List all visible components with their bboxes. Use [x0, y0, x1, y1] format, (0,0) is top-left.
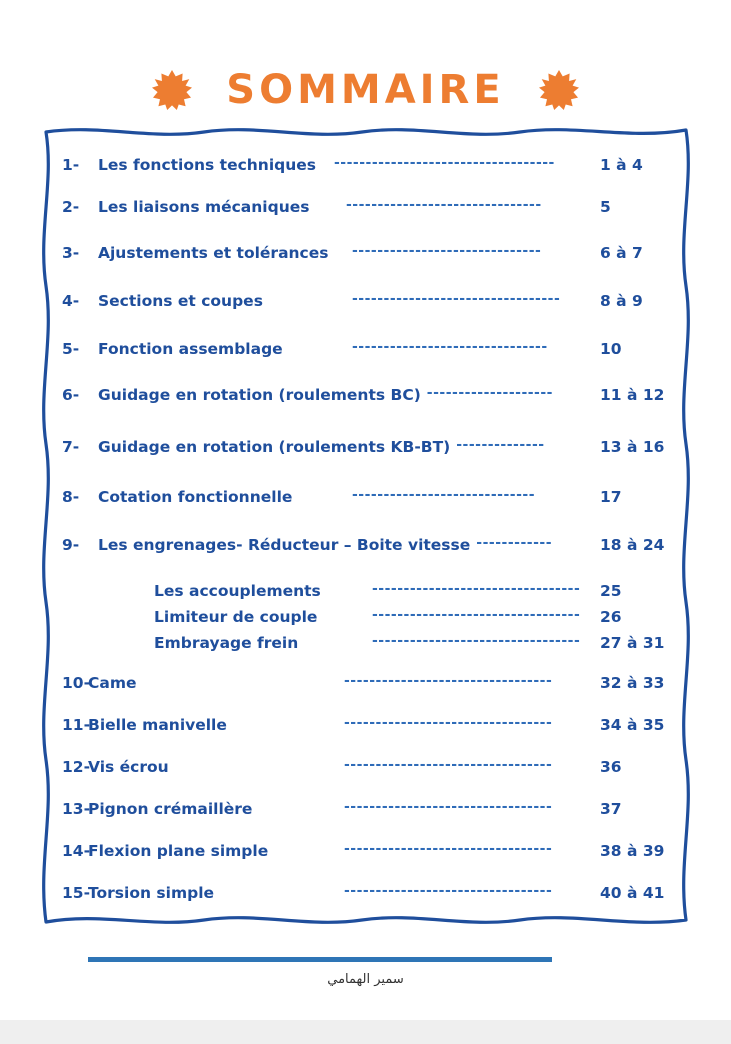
toc-entry[interactable] — [54, 634, 678, 652]
toc-entry[interactable] — [54, 244, 678, 262]
toc-entry-label: Guidage en rotation (roulements KB-BT) — [98, 438, 451, 456]
toc-entry-number: 6- — [62, 386, 80, 404]
toc-entry-label: Guidage en rotation (roulements BC) — [98, 386, 421, 404]
toc-entry-label: Ajustements et tolérances — [98, 244, 329, 262]
toc-entry[interactable] — [54, 292, 678, 310]
toc-entry-number: 3- — [62, 244, 80, 262]
toc-entry[interactable] — [54, 438, 678, 456]
toc-entry-number: 5- — [62, 340, 80, 358]
toc-entry-pages: 10 — [600, 340, 622, 358]
toc-entry[interactable] — [54, 842, 678, 860]
toc-entry-pages: 38 à 39 — [600, 842, 665, 860]
toc-entry[interactable] — [54, 340, 678, 358]
toc-entry-pages: 1 à 4 — [600, 156, 643, 174]
toc-entry-pages: 11 à 12 — [600, 386, 665, 404]
toc-entry[interactable] — [54, 386, 678, 404]
toc-entry[interactable] — [54, 674, 678, 692]
toc-entry-label: Pignon crémaillère — [88, 800, 253, 818]
toc-entry-label: Embrayage frein — [154, 634, 299, 652]
toc-entry-label: Les fonctions techniques — [98, 156, 317, 174]
toc-entry[interactable] — [54, 536, 678, 554]
footer-divider — [88, 957, 552, 962]
toc-entry-pages: 26 — [600, 608, 622, 626]
toc-entry-pages: 6 à 7 — [600, 244, 643, 262]
toc-entry-number: 2- — [62, 198, 80, 216]
toc-entry-number: 13- — [62, 800, 91, 818]
toc-entry-number: 10- — [62, 674, 91, 692]
toc-entry-pages: 17 — [600, 488, 622, 506]
toc-entry-number: 8- — [62, 488, 80, 506]
toc-entry-number: 12- — [62, 758, 91, 776]
toc-entry-label: Cotation fonctionnelle — [98, 488, 293, 506]
toc-entry[interactable] — [54, 758, 678, 776]
toc-entry-label: Torsion simple — [88, 884, 215, 902]
toc-entry-number: 14- — [62, 842, 91, 860]
toc-list — [54, 140, 678, 912]
toc-entry-label: Came — [88, 674, 137, 692]
page-title-text: SOMMAIRE — [226, 67, 505, 113]
page-title — [0, 58, 731, 122]
toc-entry-pages: 27 à 31 — [600, 634, 665, 652]
toc-entry-pages: 5 — [600, 198, 611, 216]
toc-entry-label: Vis écrou — [88, 758, 169, 776]
toc-entry[interactable] — [54, 800, 678, 818]
toc-leader-dots: --------------------------------- — [352, 291, 561, 307]
toc-entry-pages: 25 — [600, 582, 622, 600]
toc-leader-dots: ----------------------------- — [352, 487, 536, 503]
toc-entry-pages: 36 — [600, 758, 622, 776]
toc-entry-pages: 18 à 24 — [600, 536, 665, 554]
table-of-contents-box — [40, 122, 692, 930]
toc-leader-dots: ------------------------------- — [346, 197, 542, 213]
toc-leader-dots: --------------------------------- — [372, 607, 581, 623]
toc-entry-pages: 40 à 41 — [600, 884, 665, 902]
toc-entry[interactable] — [54, 582, 678, 600]
toc-leader-dots: -------------- — [456, 437, 545, 453]
toc-entry-label: Flexion plane simple — [88, 842, 269, 860]
toc-entry[interactable] — [54, 884, 678, 902]
toc-entry-pages: 34 à 35 — [600, 716, 665, 734]
toc-leader-dots: --------------------------------- — [344, 673, 553, 689]
toc-leader-dots: ----------------------------------- — [334, 155, 555, 171]
toc-leader-dots: --------------------------------- — [344, 799, 553, 815]
toc-entry-label: Les engrenages- Réducteur – Boite vitesse — [98, 536, 471, 554]
toc-leader-dots: --------------------------------- — [372, 633, 581, 649]
toc-entry[interactable] — [54, 488, 678, 506]
toc-entry-label: Bielle manivelle — [88, 716, 227, 734]
toc-entry-pages: 13 à 16 — [600, 438, 665, 456]
toc-leader-dots: --------------------------------- — [344, 757, 553, 773]
toc-entry-number: 15- — [62, 884, 91, 902]
toc-entry-number: 1- — [62, 156, 80, 174]
author-name: سمير الهمامي — [327, 972, 404, 987]
toc-entry-label: Fonction assemblage — [98, 340, 283, 358]
toc-entry-pages: 8 à 9 — [600, 292, 643, 310]
toc-leader-dots: ------------------------------ — [352, 243, 542, 259]
toc-entry[interactable] — [54, 156, 678, 174]
toc-leader-dots: --------------------------------- — [372, 581, 581, 597]
toc-leader-dots: -------------------- — [426, 385, 553, 401]
toc-entry-number: 4- — [62, 292, 80, 310]
toc-entry-number: 9- — [62, 536, 80, 554]
toc-entry-label: Limiteur de couple — [154, 608, 318, 626]
toc-leader-dots: ------------------------------- — [352, 339, 548, 355]
toc-entry[interactable] — [54, 716, 678, 734]
toc-leader-dots: --------------------------------- — [344, 715, 553, 731]
starburst-icon — [152, 70, 192, 110]
starburst-icon — [539, 70, 579, 110]
toc-entry-label: Les liaisons mécaniques — [98, 198, 310, 216]
toc-entry-label: Les accouplements — [154, 582, 321, 600]
page-edge — [0, 1020, 731, 1044]
toc-entry-pages: 37 — [600, 800, 622, 818]
toc-entry-number: 11- — [62, 716, 91, 734]
toc-leader-dots: --------------------------------- — [344, 883, 553, 899]
toc-leader-dots: ------------ — [476, 535, 553, 551]
toc-entry[interactable] — [54, 198, 678, 216]
toc-entry-number: 7- — [62, 438, 80, 456]
toc-entry-label: Sections et coupes — [98, 292, 263, 310]
toc-entry[interactable] — [54, 608, 678, 626]
toc-entry-pages: 32 à 33 — [600, 674, 665, 692]
toc-leader-dots: --------------------------------- — [344, 841, 553, 857]
